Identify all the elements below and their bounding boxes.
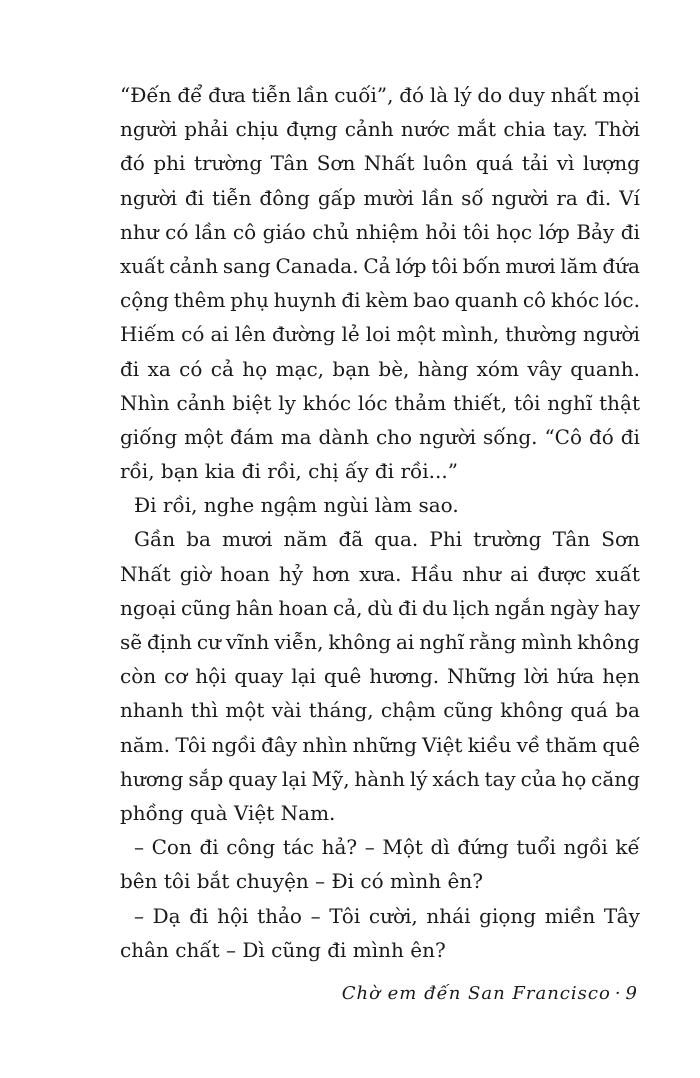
word: mình, [441, 322, 500, 347]
word: xóm [476, 356, 519, 381]
text-line [120, 762, 640, 796]
text-line [120, 693, 640, 727]
word: đựng [286, 117, 338, 142]
word: định [147, 630, 192, 654]
word: Mỹ, [311, 766, 350, 791]
word: đã [338, 527, 364, 552]
text-line [120, 283, 640, 317]
word: ngày [550, 595, 599, 620]
word: nước [400, 117, 450, 142]
text-line: rồi, bạn kia đi rồi, chị ấy đi rồi...” [120, 459, 458, 484]
word: người [120, 117, 178, 142]
word: luôn [423, 151, 468, 176]
word: như [462, 561, 501, 586]
word: huynh [273, 288, 337, 313]
word: tiễn [211, 185, 252, 210]
word: đó [399, 83, 425, 107]
word: hội [217, 903, 249, 928]
word: hỏi [425, 219, 457, 244]
text-line [120, 591, 640, 625]
word: Nhất [120, 561, 171, 586]
word: quê [602, 732, 640, 757]
word: để [177, 83, 203, 107]
word: thật [599, 390, 640, 415]
word: ba [186, 527, 211, 552]
word: công [226, 835, 276, 860]
word: Sơn [601, 527, 640, 552]
word: mình [521, 630, 573, 654]
word: có [179, 356, 203, 381]
word: không [328, 630, 392, 654]
word: kèm [365, 288, 409, 313]
word: như [120, 219, 159, 244]
word: Gần [134, 527, 176, 552]
footer-separator: · [614, 983, 622, 1004]
word: hẹn [602, 664, 640, 689]
text-line [120, 899, 640, 933]
word: chịu [235, 117, 279, 142]
word: thì [190, 698, 219, 723]
word: những [352, 732, 417, 757]
word: của [520, 766, 557, 791]
word: tiễn [251, 83, 292, 107]
word: đi [398, 595, 418, 620]
word: Tôi [329, 903, 361, 928]
word: hoan [278, 595, 329, 620]
word: học [495, 219, 533, 244]
word: “Cô [544, 424, 583, 449]
word: sang [222, 253, 271, 278]
text-line: chân chất – Dì cũng đi mình ên? [120, 937, 446, 962]
word: hứa [556, 664, 595, 689]
word: đi [184, 185, 205, 210]
word: cơ [164, 664, 188, 689]
word: ngắn [494, 595, 546, 620]
word: Nhìn [120, 390, 170, 415]
word: quay [234, 664, 284, 689]
word: là [429, 83, 449, 107]
word: bạn [332, 356, 371, 381]
word: đi. [585, 185, 612, 210]
word: quanh [454, 288, 519, 313]
word: người [491, 185, 549, 210]
word: lần [421, 185, 454, 210]
word: dù [367, 595, 394, 620]
word: phải [184, 117, 229, 142]
text-line: bên tôi bắt chuyện – Đi có mình ên? [120, 869, 483, 894]
word: lẻ [341, 322, 360, 347]
word: đứng [457, 835, 509, 860]
word: tôi [463, 219, 490, 244]
word: tay [484, 766, 516, 791]
word: Dạ [152, 903, 181, 928]
text-line [120, 830, 640, 864]
word: còn [120, 664, 157, 689]
word: mười [363, 185, 414, 210]
word: hương. [369, 664, 440, 689]
text-line [120, 522, 640, 556]
word: đám [230, 424, 274, 449]
word: trường [473, 527, 542, 552]
word: lên [234, 322, 266, 347]
text-line [120, 625, 640, 659]
word: lóc. [603, 288, 640, 313]
word: Sơn [316, 151, 356, 176]
word: giống [120, 424, 178, 449]
word: quê [323, 664, 362, 689]
word: đi [620, 424, 640, 449]
word: Hầu [410, 561, 454, 586]
word: không [577, 630, 640, 654]
word: xa [147, 356, 171, 381]
word: cảnh [169, 253, 219, 278]
word: tải [521, 151, 549, 176]
word: tháng, [308, 698, 374, 723]
word: đông [259, 185, 310, 210]
word: chia [503, 117, 546, 142]
word: đây [261, 732, 298, 757]
word: đường [272, 322, 336, 347]
word: lớp [395, 253, 427, 278]
word: cả, [332, 595, 363, 620]
word: hàng [417, 356, 469, 381]
word: Phi [429, 527, 463, 552]
word: xưa. [359, 561, 402, 586]
word: năm. [120, 732, 171, 757]
word: một [184, 424, 224, 449]
word: biệt [232, 390, 272, 415]
word: ngồi [211, 732, 256, 757]
word: có [181, 322, 205, 347]
word: kế [615, 835, 640, 860]
text-line [120, 146, 640, 180]
word: lần [296, 83, 329, 107]
word: được [537, 561, 587, 586]
word: cảnh [344, 117, 394, 142]
word: sống. [482, 424, 538, 449]
word: cả [210, 356, 234, 381]
word: vì [556, 151, 575, 176]
word: Hiếm [120, 322, 176, 347]
word: cư [196, 630, 221, 654]
text-line [120, 728, 640, 762]
word: Một [382, 835, 423, 860]
word: hân [235, 595, 274, 620]
word: thăm [545, 732, 598, 757]
word: số [461, 185, 484, 210]
word: Ví [619, 185, 640, 210]
word: thiết, [453, 390, 508, 415]
word: đó [120, 151, 145, 176]
word: Nhất [363, 151, 415, 176]
word: nghĩ [547, 390, 593, 415]
word: gấp [317, 185, 356, 210]
word: dì [430, 835, 450, 860]
word: đi [120, 356, 140, 381]
word: ly [278, 390, 296, 415]
word: ra [556, 185, 578, 210]
word: giờ [179, 561, 212, 586]
word: họ [242, 356, 268, 381]
word: ai [395, 630, 415, 654]
word: Tân [552, 527, 591, 552]
word: mươi [222, 527, 273, 552]
word: lý [409, 766, 428, 791]
text-line [120, 317, 640, 351]
word: – [134, 835, 144, 860]
word: lần [194, 219, 227, 244]
word: cộng [120, 288, 169, 313]
word: mươi [505, 253, 556, 278]
word: cười, [368, 903, 418, 928]
word: xuất [120, 253, 165, 278]
word: tay. [553, 117, 588, 142]
word: do [477, 83, 503, 107]
word: ai [509, 561, 529, 586]
word: vài [271, 698, 302, 723]
word: duy [507, 83, 545, 107]
word: không [500, 698, 564, 723]
word: bốn [462, 253, 501, 278]
text-line: phồng quà Việt Nam. [120, 800, 336, 825]
word: thảm [394, 390, 447, 415]
word: khóc [550, 288, 600, 313]
word: đi [189, 903, 209, 928]
word: lý [453, 83, 472, 107]
text-line [120, 181, 640, 215]
word: cuối”, [334, 83, 394, 107]
word: đó [588, 424, 614, 449]
word: đi [199, 835, 219, 860]
word: lượng [582, 151, 640, 176]
word: miền [544, 903, 596, 928]
text-line [120, 78, 640, 112]
word: lại [281, 766, 307, 791]
word: vây [527, 356, 562, 381]
text-line: Đi rồi, nghe ngậm ngùi làm sao. [134, 493, 459, 518]
word: nhìn [302, 732, 348, 757]
word: về [516, 732, 541, 757]
word: tôi [513, 390, 541, 415]
word: Bảy [576, 219, 615, 244]
word: họ [561, 766, 587, 791]
word: Tây [603, 903, 640, 928]
word: đứa [602, 253, 640, 278]
word: – [134, 903, 144, 928]
word: thêm [173, 288, 226, 313]
word: sẽ [120, 630, 143, 654]
word: nhái [426, 903, 471, 928]
word: dành [318, 424, 370, 449]
word: chủ [312, 219, 350, 244]
word: một [225, 698, 265, 723]
word: loi [365, 322, 391, 347]
page-number: 9 [625, 983, 638, 1004]
word: bè, [378, 356, 410, 381]
word: hội [195, 664, 227, 689]
word: có [165, 219, 189, 244]
word: tác [282, 835, 314, 860]
word: ma [280, 424, 312, 449]
word: nhanh [120, 698, 184, 723]
word: Tân [270, 151, 309, 176]
word: quanh. [570, 356, 640, 381]
word: xuất [595, 561, 640, 586]
text-line [120, 112, 640, 146]
word: thảo [257, 903, 302, 928]
word: hỷ [278, 561, 304, 586]
word: cho [375, 424, 413, 449]
word: Cả [363, 253, 391, 278]
word: nhất [550, 83, 597, 107]
word: mọi [602, 83, 640, 107]
word: lại [291, 664, 316, 689]
word: ba [615, 698, 640, 723]
word: Thời [595, 117, 640, 142]
text-line [120, 215, 640, 249]
word: hành [354, 766, 405, 791]
word: quá [570, 698, 608, 723]
word: khóc [302, 390, 352, 415]
word: Con [151, 835, 192, 860]
word: ngoại [120, 595, 177, 620]
word: Tôi [175, 732, 207, 757]
word: người [120, 185, 178, 210]
word: ai [210, 322, 229, 347]
word: mạc, [275, 356, 325, 381]
word: năm [283, 527, 328, 552]
text-line [120, 352, 640, 386]
word: quay [228, 766, 278, 791]
word: viễn, [274, 630, 324, 654]
word: hoan [220, 561, 270, 586]
running-footer [342, 983, 638, 1004]
word: tuổi [516, 835, 556, 860]
word: – [310, 903, 321, 928]
word: hương [120, 766, 184, 791]
word: nghĩ [419, 630, 465, 654]
word: lịch [452, 595, 490, 620]
word: người [582, 322, 640, 347]
word: đi [341, 288, 361, 313]
word: phụ [230, 288, 269, 313]
word: hả? [321, 835, 358, 860]
text-line [120, 249, 640, 283]
word: giọng [479, 903, 537, 928]
word: lớp [538, 219, 570, 244]
text-line [120, 557, 640, 591]
word: Những [447, 664, 516, 689]
word: giáo [262, 219, 306, 244]
word: hay [603, 595, 640, 620]
word: lóc [357, 390, 388, 415]
word: qua. [374, 527, 419, 552]
word: quá [475, 151, 514, 176]
text-line [120, 386, 640, 420]
word: ngồi [563, 835, 608, 860]
word: xách [432, 766, 480, 791]
word: mắt [457, 117, 497, 142]
word: du [422, 595, 448, 620]
text-line [120, 659, 640, 693]
word: “Đến [120, 83, 172, 107]
footer-book-title: Chờ em đến San Francisco [341, 983, 611, 1004]
word: Canada. [275, 253, 359, 278]
word: thường [505, 322, 577, 347]
text-line [120, 420, 640, 454]
word: cô [522, 288, 547, 313]
word: đi [620, 219, 640, 244]
word: bao [413, 288, 450, 313]
word: Việt [422, 732, 463, 757]
word: một [396, 322, 436, 347]
word: lời [523, 664, 549, 689]
word: hơn [312, 561, 350, 586]
body-text [120, 78, 640, 967]
word: cũng [180, 595, 231, 620]
word: phi [153, 151, 186, 176]
word: chậm [380, 698, 436, 723]
word: – [364, 835, 375, 860]
word: rằng [469, 630, 517, 654]
word: nhiệm [355, 219, 419, 244]
word: cô [232, 219, 257, 244]
word: sắp [188, 766, 224, 791]
word: tôi [431, 253, 458, 278]
word: căng [591, 766, 640, 791]
word: đưa [208, 83, 246, 107]
word: người [419, 424, 477, 449]
word: vĩnh [225, 630, 270, 654]
word: trường [193, 151, 263, 176]
word: lăm [560, 253, 598, 278]
word: cũng [443, 698, 493, 723]
word: cảnh [176, 390, 226, 415]
word: kiều [467, 732, 512, 757]
